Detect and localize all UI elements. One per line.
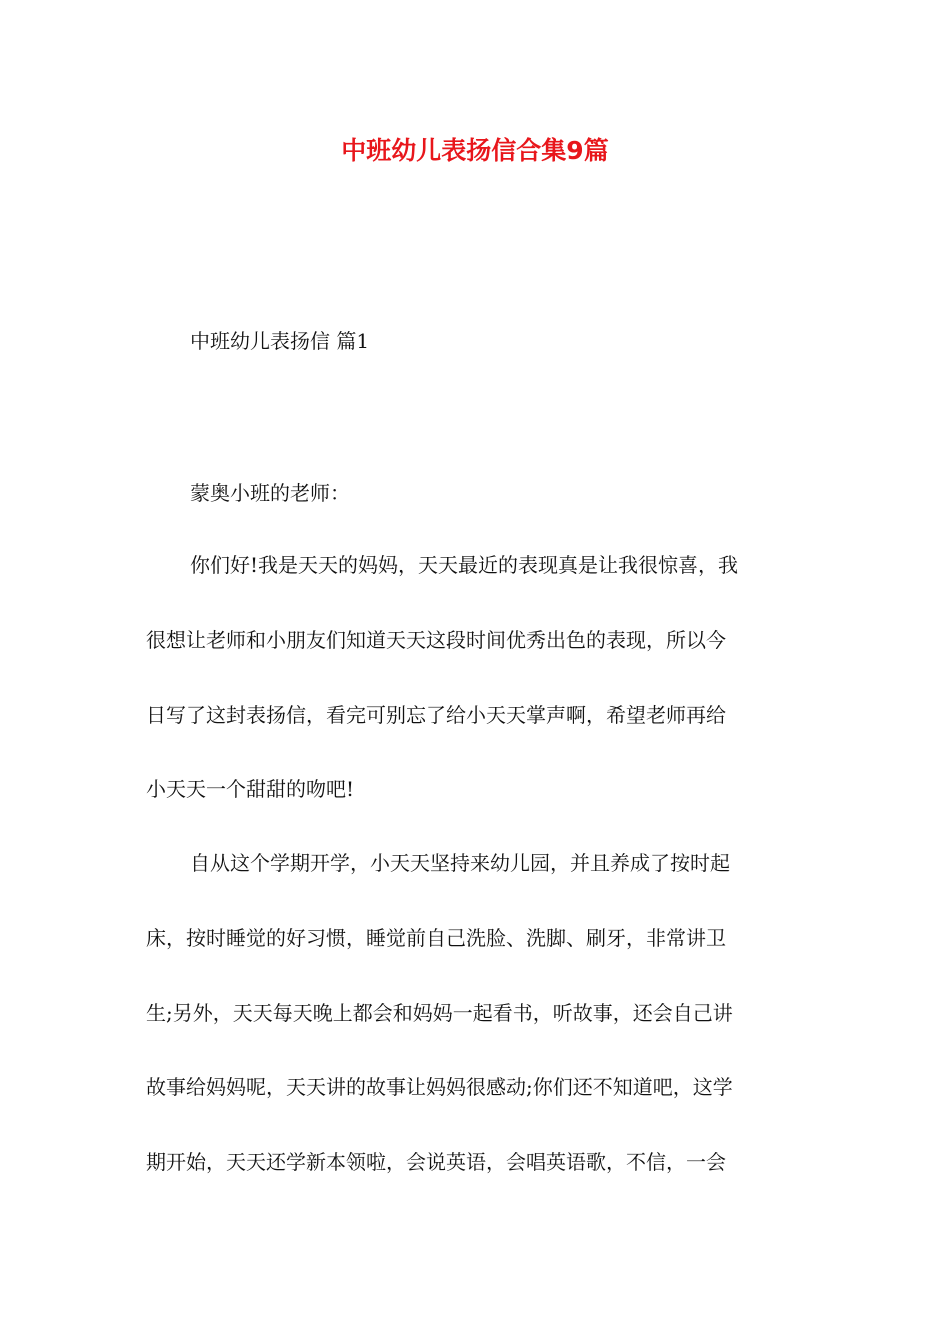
paragraph-line: 故事给妈妈呢，天天讲的故事让妈妈很感动;你们还不知道吧，这学 bbox=[146, 1075, 733, 1099]
paragraph-line: 很想让老师和小朋友们知道天天这段时间优秀出色的表现，所以今 bbox=[146, 628, 726, 652]
paragraph-line: 小天天一个甜甜的吻吧! bbox=[146, 777, 355, 801]
paragraph-line: 生;另外，天天每天晚上都会和妈妈一起看书，听故事，还会自己讲 bbox=[146, 1001, 733, 1025]
document-title: 中班幼儿表扬信合集9篇 bbox=[341, 136, 609, 165]
paragraph-line: 期开始，天天还学新本领啦，会说英语，会唱英语歌，不信，一会 bbox=[146, 1150, 726, 1174]
paragraph-line: 床，按时睡觉的好习惯，睡觉前自己洗脸、洗脚、刷牙，非常讲卫 bbox=[146, 926, 726, 950]
paragraph-line: 自从这个学期开学，小天天坚持来幼儿园，并且养成了按时起 bbox=[190, 851, 730, 875]
salutation: 蒙奥小班的老师： bbox=[190, 481, 350, 505]
paragraph-line: 你们好!我是天天的妈妈，天天最近的表现真是让我很惊喜，我 bbox=[190, 553, 739, 577]
paragraph-line: 日写了这封表扬信，看完可别忘了给小天天掌声啊，希望老师再给 bbox=[146, 703, 726, 727]
section-heading: 中班幼儿表扬信 篇1 bbox=[190, 329, 370, 353]
